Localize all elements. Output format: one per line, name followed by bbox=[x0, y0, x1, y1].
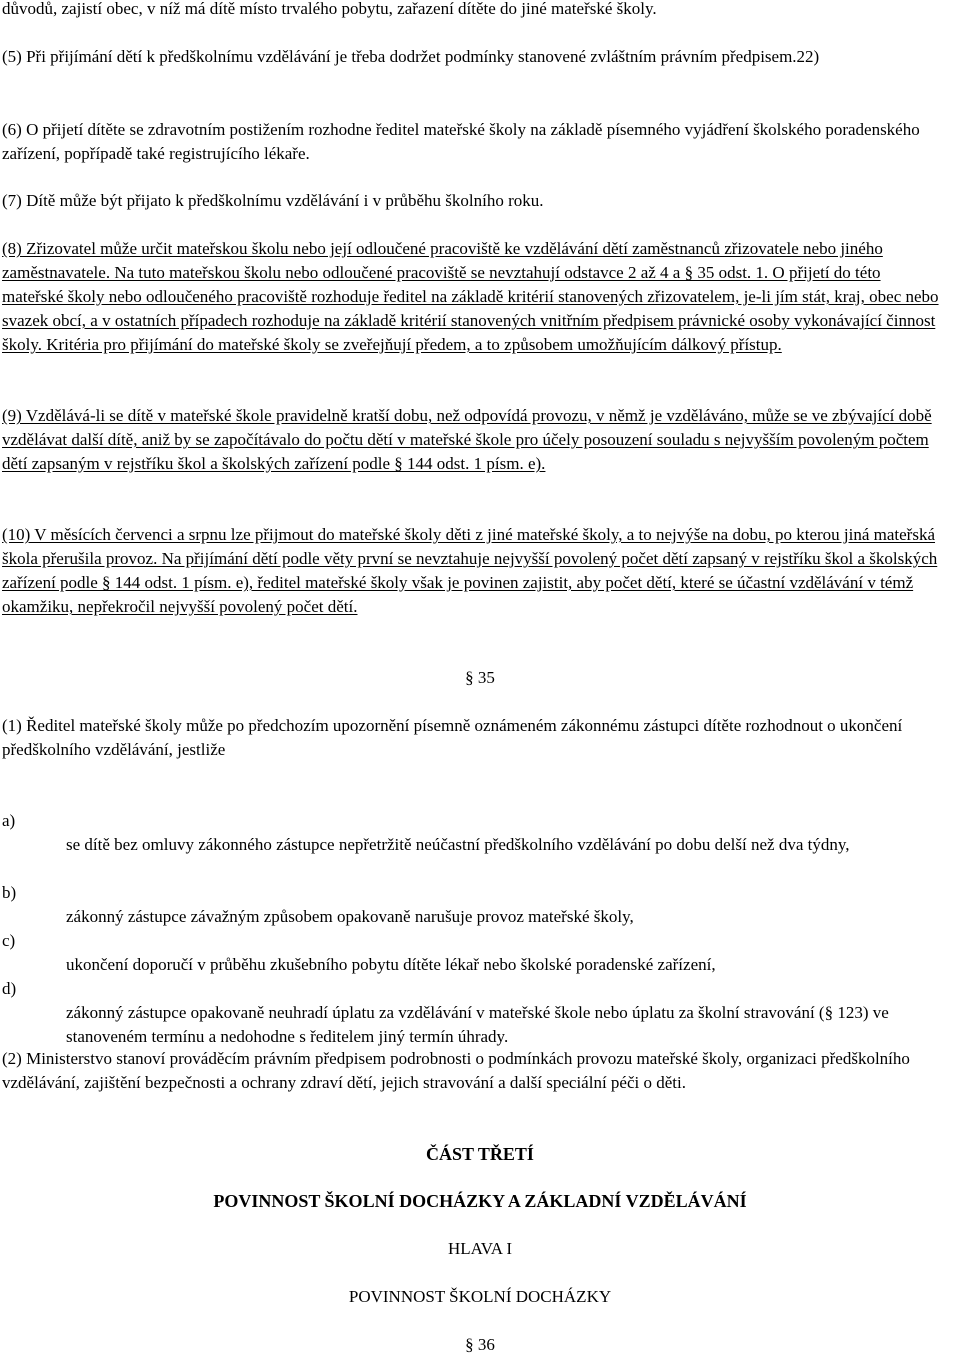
list-item-a: se dítě bez omluvy zákonného zástupce nepřetržitě neúčastní předškolního vzdělávání po dobu delší než dva týdny, bbox=[66, 835, 850, 854]
list-label-d: d) bbox=[2, 979, 17, 998]
head-subtitle: POVINNOST ŠKOLNÍ DOCHÁZKY bbox=[348, 1287, 612, 1306]
paragraph-8: (8) Zřizovatel může určit mateřskou školu nebo její odloučené pracoviště ke vzdělávání dětí zaměstnanců zřizovatele nebo jiného zaměstnavatele. Na tuto mateřskou školu nebo odloučené pracoviště se nevztahují odstavce 2 až 4 a § 35 odst. 1. O přijetí do této mateřské školy nebo odloučeného pracoviště rozhoduje ředitel na základě kritérií stanovených zřizovatelem, je-li jím stát, kraj, obec nebo svazek obcí, a v ostatních případech rozhoduje na základě kritérií stanovených vnitřním předpisem právnické osoby vykonávající činnost školy. Kritéria pro přijímání do mateřské školy se zveřejňují předem, a to způsobem umožňujícím dálkový přístup. bbox=[2, 239, 939, 354]
paragraph-9: (9) Vzdělává-li se dítě v mateřské škole pravidelně kratší dobu, než odpovídá provozu, v němž je vzděláváno, může se ve zbývající době vzdělávat další dítě, aniž by se započítávalo do počtu dětí v mateřské škole pro účely posouzení souladu s nejvyšším povoleným počtem dětí zapsaným v rejstříku škol a školských zařízení podle § 144 odst. 1 písm. e). bbox=[2, 406, 932, 473]
list-label-b: b) bbox=[2, 883, 17, 902]
list-item-c: ukončení doporučí v průběhu zkušebního pobytu dítěte lékař nebo školské poradenské zařízení, bbox=[66, 955, 716, 974]
list-label-c: c) bbox=[2, 931, 16, 950]
section-36-heading: § 36 bbox=[465, 1335, 495, 1354]
paragraph-5: (5) Při přijímání dětí k předškolnímu vzdělávání je třeba dodržet podmínky stanovené zvláštním právním předpisem.22) bbox=[2, 47, 820, 66]
paragraph-6: (6) O přijetí dítěte se zdravotním postižením rozhodne ředitel mateřské školy na základě písemného vyjádření školského poradenského zařízení, popřípadě také registrujícího lékaře. bbox=[2, 120, 920, 163]
paragraph-7: (7) Dítě může být přijato k předškolnímu vzdělávání i v průběhu školního roku. bbox=[2, 191, 544, 210]
list-item-b: zákonný zástupce závažným způsobem opakovaně narušuje provoz mateřské školy, bbox=[66, 907, 634, 926]
section-35-heading: § 35 bbox=[465, 668, 495, 687]
list-label-a: a) bbox=[2, 811, 16, 830]
part-subtitle: POVINNOST ŠKOLNÍ DOCHÁZKY A ZÁKLADNÍ VZDĚLÁVÁNÍ bbox=[213, 1191, 747, 1211]
section-35-paragraph-1: (1) Ředitel mateřské školy může po předchozím upozornění písemně oznámeném zákonnému zástupci dítěte rozhodnout o ukončení předškolního vzdělávání, jestliže bbox=[2, 716, 903, 759]
list-item-d: zákonný zástupce opakovaně neuhradí úplatu za vzdělávání v mateřské škole nebo úplatu za školní stravování (§ 123) ve stanoveném termínu a nedohodne s ředitelem jiný termín úhrady. bbox=[66, 1003, 889, 1046]
part-title: ČÁST TŘETÍ bbox=[426, 1144, 534, 1164]
paragraph-10: (10) V měsících červenci a srpnu lze přijmout do mateřské školy děti z jiné mateřské školy, a to nejvýše na dobu, po kterou jiná mateřská škola přerušila provoz. Na přijímání dětí podle věty první se nevztahuje nejvyšší povolený počet dětí zapsaný v rejstříku škol a školských zařízení podle § 144 odst. 1 písm. e), ředitel mateřské školy však je povinen zajistit, aby počet dětí, které se účastní vzdělávání v témž okamžiku, nepřekročil nejvyšší povolený počet dětí. bbox=[2, 525, 938, 616]
head-title: HLAVA I bbox=[447, 1239, 513, 1258]
section-35-paragraph-2: (2) Ministerstvo stanoví prováděcím právním předpisem podrobnosti o podmínkách provozu mateřské školy, organizaci předškolního vzdělávání, zajištění bezpečnosti a ochrany zdraví dětí, jejich stravování a další speciální péči o děti. bbox=[2, 1049, 910, 1092]
paragraph-4-tail: důvodů, zajistí obec, v níž má dítě místo trvalého pobytu, zařazení dítěte do jiné mateřské školy. bbox=[2, 0, 657, 18]
